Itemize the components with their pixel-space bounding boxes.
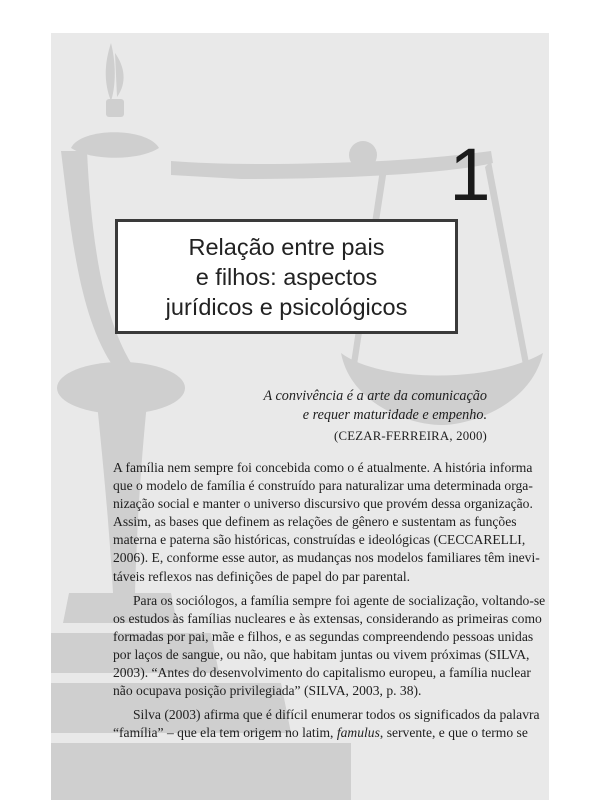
text-line: Silva (2003) afirma que é difícil enumerar todos os significados da palavra (133, 707, 540, 723)
epigraph-line: e requer maturidade e empenho. (302, 407, 487, 423)
italic-term: famulus (336, 725, 380, 741)
text-line: nização social e manter o universo discursivo que provém dessa organização. (113, 496, 533, 512)
text-line: A família nem sempre foi concebida como o é atualmente. A história informa (113, 460, 533, 475)
chapter-number: 1 (449, 133, 491, 216)
text-line (113, 724, 528, 742)
text-line: não ocupava posição privilegiada” (SILVA, 2003, p. 38). (113, 683, 422, 699)
text-line: os estudos às famílias nucleares e às extensas, considerando as primeiras como (113, 610, 542, 626)
text-line: por laços de sangue, ou não, que habitam juntas ou vivem próximas (SILVA, (113, 646, 530, 662)
text-line: 2003). “Antes do desenvolvimento do capitalismo europeu, a família nuclear (113, 665, 531, 681)
body-text (113, 459, 546, 748)
chapter-title-box (115, 219, 458, 334)
paragraph (113, 706, 540, 742)
text-line: Para os sociólogos, a família sempre foi agente de socialização, voltando-se (133, 592, 546, 608)
epigraph (263, 387, 487, 446)
text-line: táveis reflexos nas definições de papel do par parental. (113, 568, 411, 584)
text-line: formadas por pai, mãe e filhos, e as segundas compreendendo pessoas unidas (113, 628, 534, 644)
epigraph-citation: (CEZAR-FERREIRA, 2000) (334, 429, 487, 443)
epigraph-line: A convivência é a arte da comunicação (263, 388, 487, 404)
chapter-title-line: e filhos: aspectos (195, 263, 378, 290)
chapter-title-line: Relação entre pais (188, 233, 385, 260)
paragraph (113, 459, 540, 586)
text-segment: “família” – que ela tem origem no latim, (113, 725, 337, 741)
text-line: que o modelo de família é construído para naturalizar uma determinada orga- (113, 478, 533, 494)
text-line: Assim, as bases que definem as relações de gênero e sustentam as funções (113, 514, 517, 530)
paragraph (113, 592, 546, 701)
chapter-title-line: jurídicos e psicológicos (165, 293, 408, 320)
text-segment: , servente, e que o termo se (379, 725, 528, 741)
text-line: materna e paterna são históricas, construídas e ideológicas (CECCARELLI, (113, 532, 526, 548)
text-line: 2006). E, conforme esse autor, as mudanças nos modelos familiares têm inevi- (113, 550, 540, 566)
